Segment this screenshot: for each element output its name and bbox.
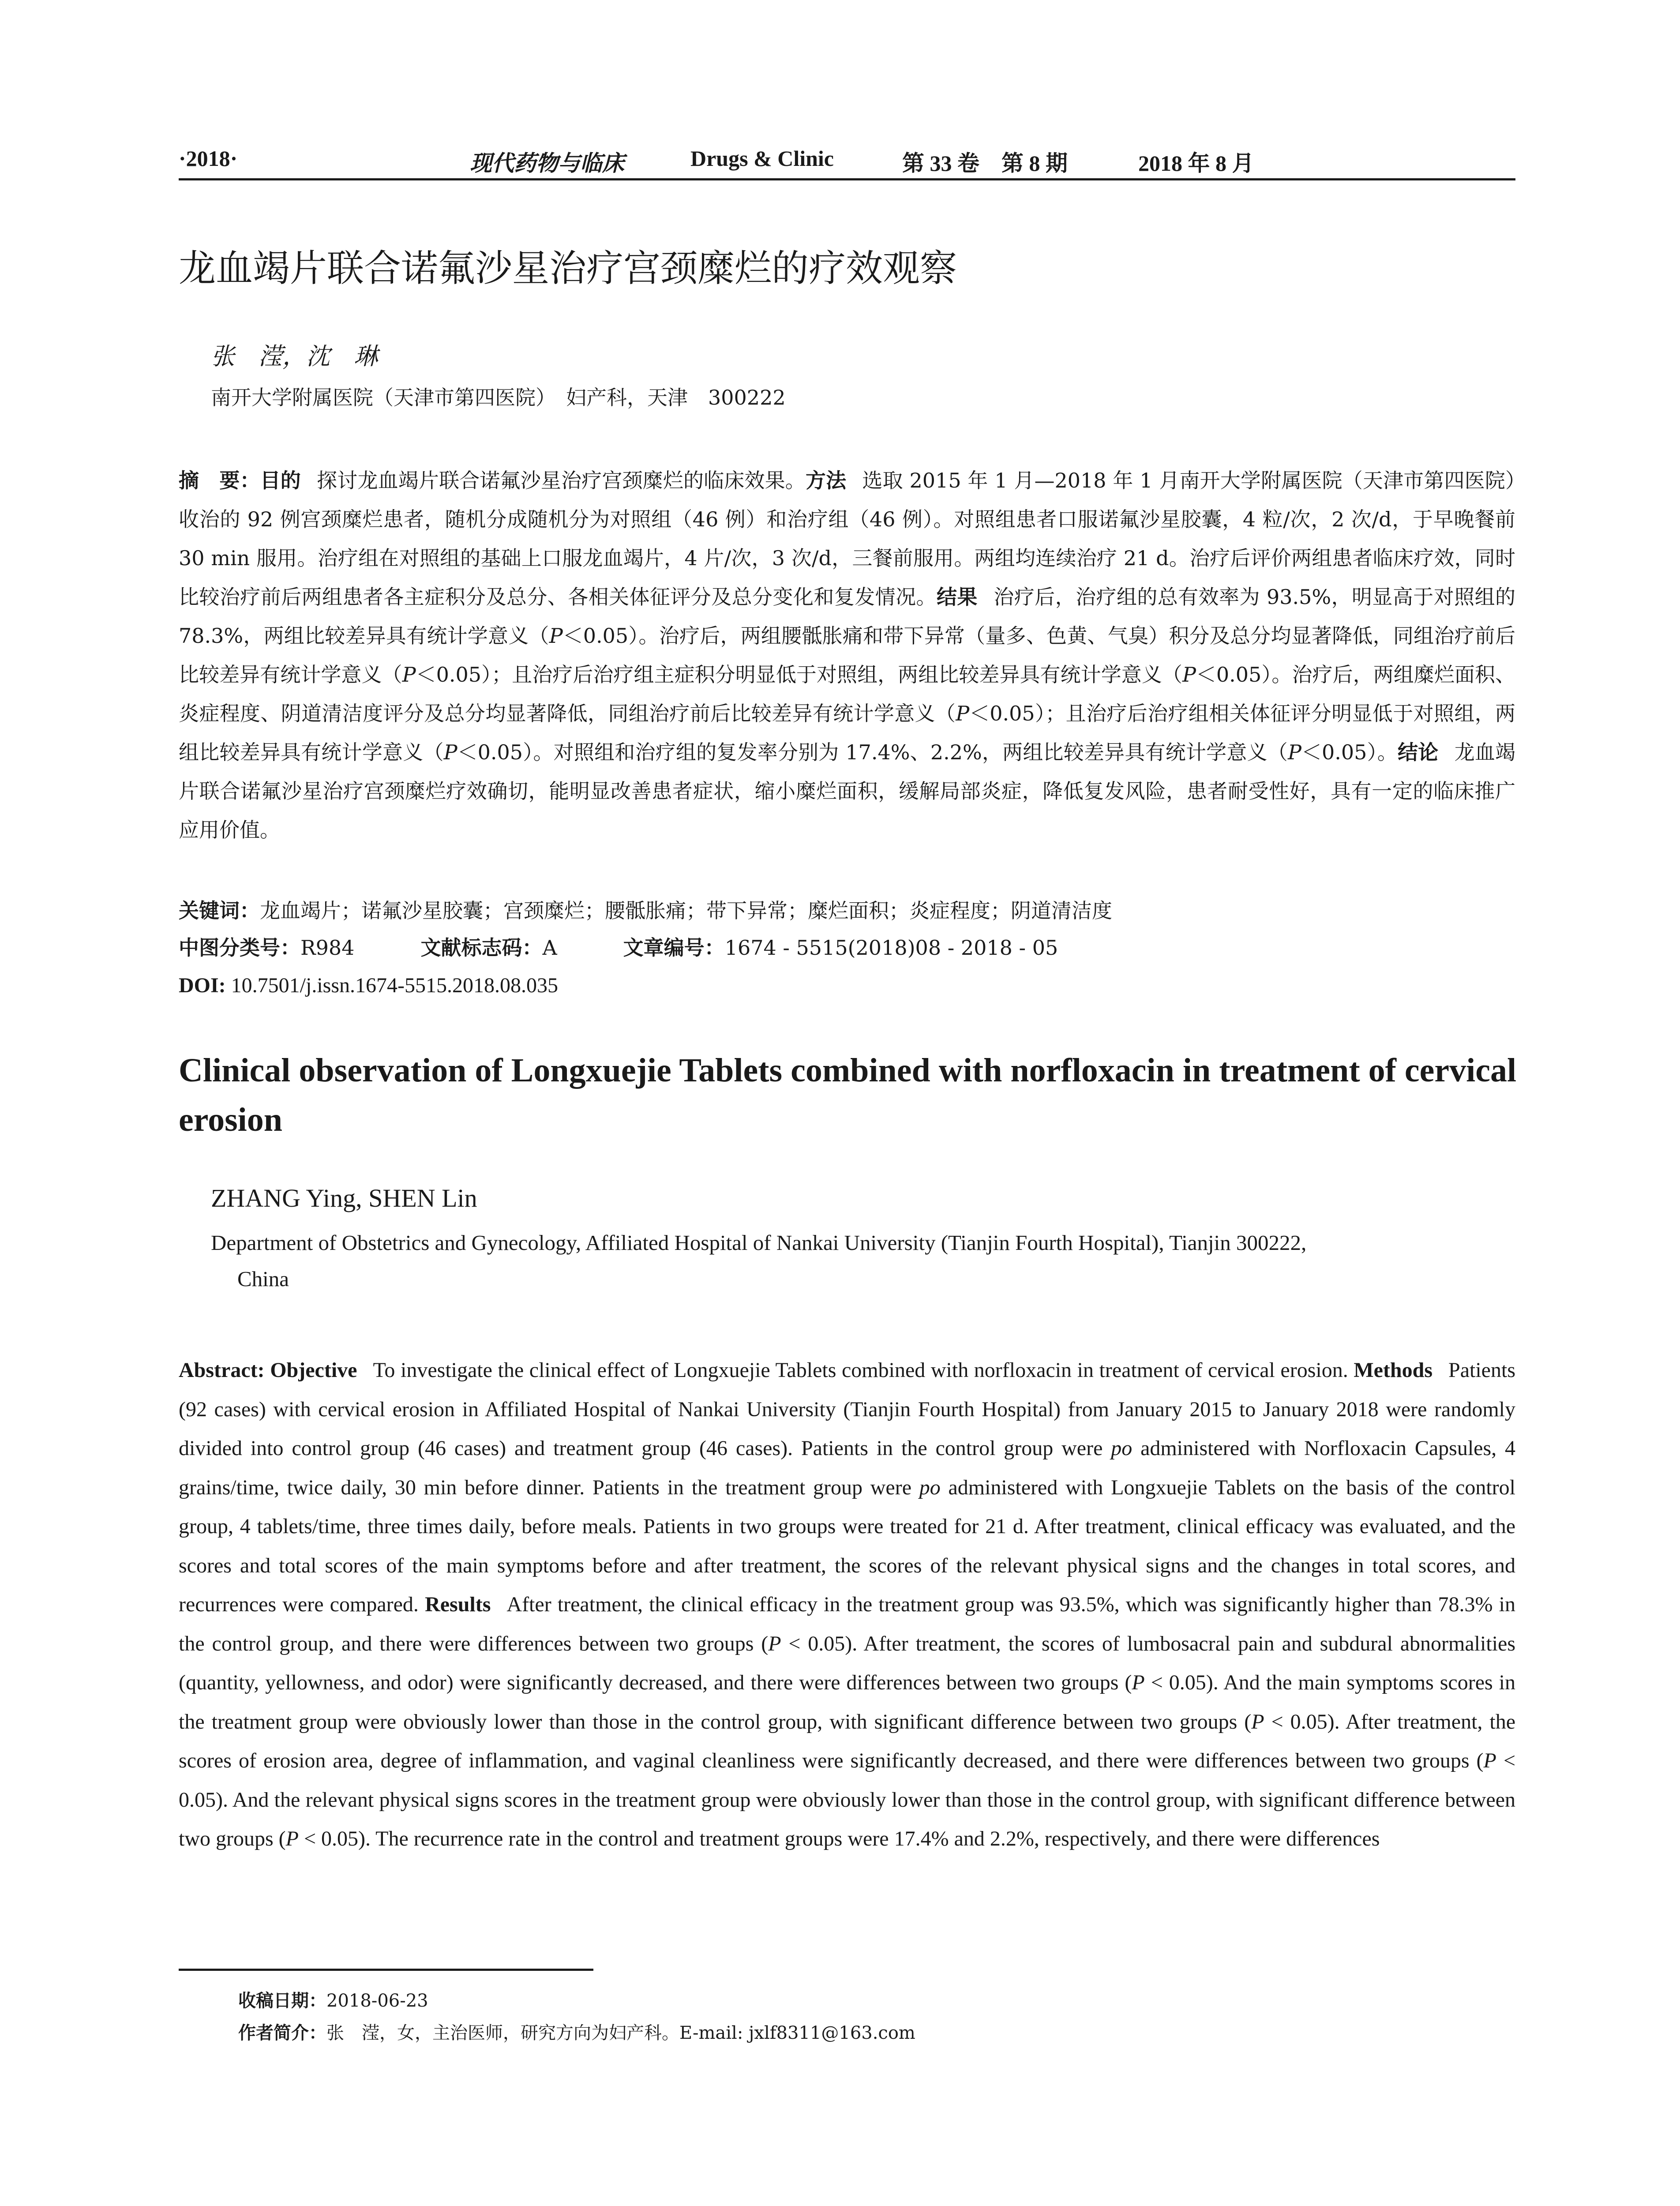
received-label: 收稿日期：: [238, 1991, 326, 2011]
po-italic: po: [1111, 1437, 1132, 1460]
abstract-cn: [179, 461, 1515, 849]
article-number-label: 文章编号：: [623, 936, 725, 960]
doc-code-value: A: [542, 936, 557, 960]
p-value-italic: P: [1288, 740, 1301, 764]
methods-en-text-2: administered with Norfloxacin Capsules, 4 grains/time, twice daily, 30 min before dinner. Patients in the treatment group were: [179, 1437, 1516, 1499]
affiliation-en: [211, 1225, 1515, 1297]
abstract-en: [179, 1351, 1515, 1859]
results-cn-text-5: ＜0.05）；且治疗后治疗组相关体征评分明显低于对照组，两组比较差异具有统计学意义（: [179, 702, 1516, 764]
footnote-received: [238, 1988, 1518, 2014]
header-journal-cn: 现代药物与临床: [470, 151, 624, 176]
affiliation-cn: 南开大学附属医院（天津市第四医院） 妇产科，天津 300222: [211, 386, 786, 409]
running-header: [179, 140, 1515, 180]
p-value-italic: P: [768, 1632, 781, 1655]
p-value-italic: P: [443, 740, 458, 764]
keywords-cn: [179, 893, 1515, 928]
objective-cn-text: 探讨龙血竭片联合诺氟沙星治疗宫颈糜烂的临床效果。: [316, 469, 806, 492]
p-value-italic: P: [1182, 663, 1196, 687]
p-value-italic: P: [1132, 1671, 1145, 1694]
affiliation-en-line-1: Department of Obstetrics and Gynecology, Affiliated Hospital of Nankai University (Tianjin Fourth Hospital), Tianjin 300222,: [211, 1231, 1307, 1255]
doc-code-label: 文献标志码：: [420, 936, 543, 960]
results-cn-text-7: ＜0.05）。: [1301, 740, 1398, 764]
authors-en: ZHANG Ying, SHEN Lin: [211, 1184, 477, 1212]
abstract-en-label: Abstract:: [179, 1358, 265, 1382]
results-en-label: Results: [425, 1593, 491, 1616]
title-en: Clinical observation of Longxuejie Tablets combined with norfloxacin in treatment of cervical erosion: [179, 1052, 1517, 1138]
conclusion-cn-label: 结论: [1398, 740, 1439, 764]
header-journal-en: Drugs & Clinic: [690, 146, 834, 171]
p-value-italic: P: [1483, 1749, 1496, 1772]
doi-label: DOI:: [179, 974, 226, 997]
results-en-text-1: After treatment, the clinical efficacy in the treatment group was 93.5%, which was significantly higher than 78.3% in the control group, and there were differences between two groups (: [179, 1593, 1516, 1655]
methods-cn-label: 方法: [805, 469, 847, 492]
header-date: 2018 年 8 月: [1138, 151, 1254, 176]
results-en-text-5: < 0.05). And the relevant physical signs scores in the treatment group were obviously lower than those in the control group, with significant difference between two groups (: [179, 1749, 1516, 1850]
p-value-italic: P: [285, 1827, 299, 1850]
abstract-cn-label: 摘 要：: [179, 469, 260, 492]
results-cn-label: 结果: [937, 585, 978, 609]
methods-cn-text: 选取 2015 年 1 月—2018 年 1 月南开大学附属医院（天津市第四医院）收治的 92 例宫颈糜烂患者，随机分成随机分为对照组（46 例）和治疗组（46 例）。对照组患者口服诺氟沙星胶囊，4 粒/次，2 次/d，于早晚餐前 30 min 服用。治疗组在对照组的基础上口服龙血竭片，4 片/次，3 次/d，三餐前服用。两组均连续治疗 21 d。治疗后评价两组患者临床疗效，同时比较治疗前后两组患者各主症积分及总分、各相关体征评分及总分变化和复发情况。: [179, 469, 1516, 609]
methods-en-label: Methods: [1354, 1358, 1432, 1382]
affiliation-en-line-2: China: [237, 1267, 289, 1291]
clc-value: R984: [300, 936, 355, 960]
methods-en-text-3: administered with Longxuejie Tablets on the basis of the control group, 4 tablets/time, three times daily, before meals. Patients in two groups were treated for 21 d. After treatment, clinical efficacy was evaluated, and the scores and total scores of the main symptoms before and after treatment, the scores of the relevant physical signs and the changes in total scores, and recurrences were compared.: [179, 1475, 1516, 1616]
title-cn: 龙血竭片联合诺氟沙星治疗宫颈糜烂的疗效观察: [179, 247, 957, 290]
results-en-text-4: < 0.05). After treatment, the scores of erosion area, degree of inflammation, and vaginal cleanliness were significantly decreased, and there were differences between two groups (: [179, 1710, 1516, 1772]
objective-en-label: Objective: [270, 1358, 357, 1382]
results-cn-text-2: ＜0.05）。治疗后，两组腰骶胀痛和带下异常（量多、色黄、气臭）积分及总分均显著降低，同组治疗前后比较差异有统计学意义（: [179, 624, 1515, 687]
header-page-number: ·2018·: [179, 146, 238, 171]
objective-en-text: To investigate the clinical effect of Longxuejie Tablets combined with norfloxacin in treatment of cervical erosion.: [373, 1358, 1348, 1382]
article-number-value: 1674 - 5515(2018)08 - 2018 - 05: [724, 936, 1058, 960]
p-value-italic: P: [402, 663, 416, 687]
keywords-cn-value: 龙血竭片；诺氟沙星胶囊；宫颈糜烂；腰骶胀痛；带下异常；糜烂面积；炎症程度；阴道清洁度: [260, 899, 1112, 923]
results-cn-text-1: 治疗后，治疗组的总有效率为 93.5%，明显高于对照组的 78.3%，两组比较差异具有统计学意义（: [179, 585, 1516, 648]
authors-cn: 张 滢，沈 琳: [211, 342, 378, 370]
doi-line: [179, 968, 1515, 1003]
author-bio-label: 作者简介：: [238, 2023, 326, 2043]
results-cn-text-4: ＜0.05）。治疗后，两组糜烂面积、炎症程度、阴道清洁度评分及总分均显著降低，同组治疗前后比较差异有统计学意义（: [179, 663, 1516, 725]
p-value-italic: P: [956, 702, 970, 725]
po-italic: po: [919, 1475, 941, 1499]
author-bio-value: 张 滢，女，主治医师，研究方向为妇产科。E-mail: jxlf8311@163.com: [326, 2023, 915, 2043]
results-en-text-6: < 0.05). The recurrence rate in the control and treatment groups were 17.4% and 2.2%, respectively, and there were differences: [304, 1827, 1380, 1850]
conclusion-cn-text: 龙血竭片联合诺氟沙星治疗宫颈糜烂疗效确切，能明显改善患者症状，缩小糜烂面积，缓解局部炎症，降低复发风险，患者耐受性好，具有一定的临床推广应用价值。: [179, 740, 1516, 842]
p-value-italic: P: [549, 624, 563, 648]
doi-value: 10.7501/j.issn.1674-5515.2018.08.035: [231, 974, 559, 997]
objective-cn-label: 目的: [260, 469, 301, 492]
results-cn-text-3: ＜0.05）；且治疗后治疗组主症积分明显低于对照组，两组比较差异具有统计学意义（: [416, 663, 1182, 687]
clc-label: 中图分类号：: [179, 936, 300, 960]
results-cn-text-6: ＜0.05）。对照组和治疗组的复发率分别为 17.4%、2.2%，两组比较差异具有统计学意义（: [457, 740, 1288, 764]
classification-line: [179, 930, 1515, 965]
footnote-divider: [179, 1969, 593, 1971]
header-volume-issue: 第 33 卷 第 8 期: [902, 151, 1068, 176]
keywords-cn-label: 关键词：: [179, 899, 260, 923]
results-en-text-3: < 0.05). And the main symptoms scores in the treatment group were obviously lower than those in the control group, with significant difference between two groups (: [179, 1671, 1516, 1733]
received-value: 2018-06-23: [326, 1991, 428, 2011]
p-value-italic: P: [1251, 1710, 1264, 1733]
footnote-author: [238, 2020, 1518, 2046]
results-en-text-2: < 0.05). After treatment, the scores of lumbosacral pain and subdural abnormalities (quantity, yellowness, and odor) were significantly decreased, and there were differences between two groups (: [179, 1632, 1516, 1694]
methods-en-text-1: Patients (92 cases) with cervical erosion in Affiliated Hospital of Nankai University (Tianjin Fourth Hospital) from January 2015 to January 2018 were randomly divided into control group (46 cases) and treatment group (46 cases). Patients in the control group were: [179, 1358, 1515, 1460]
